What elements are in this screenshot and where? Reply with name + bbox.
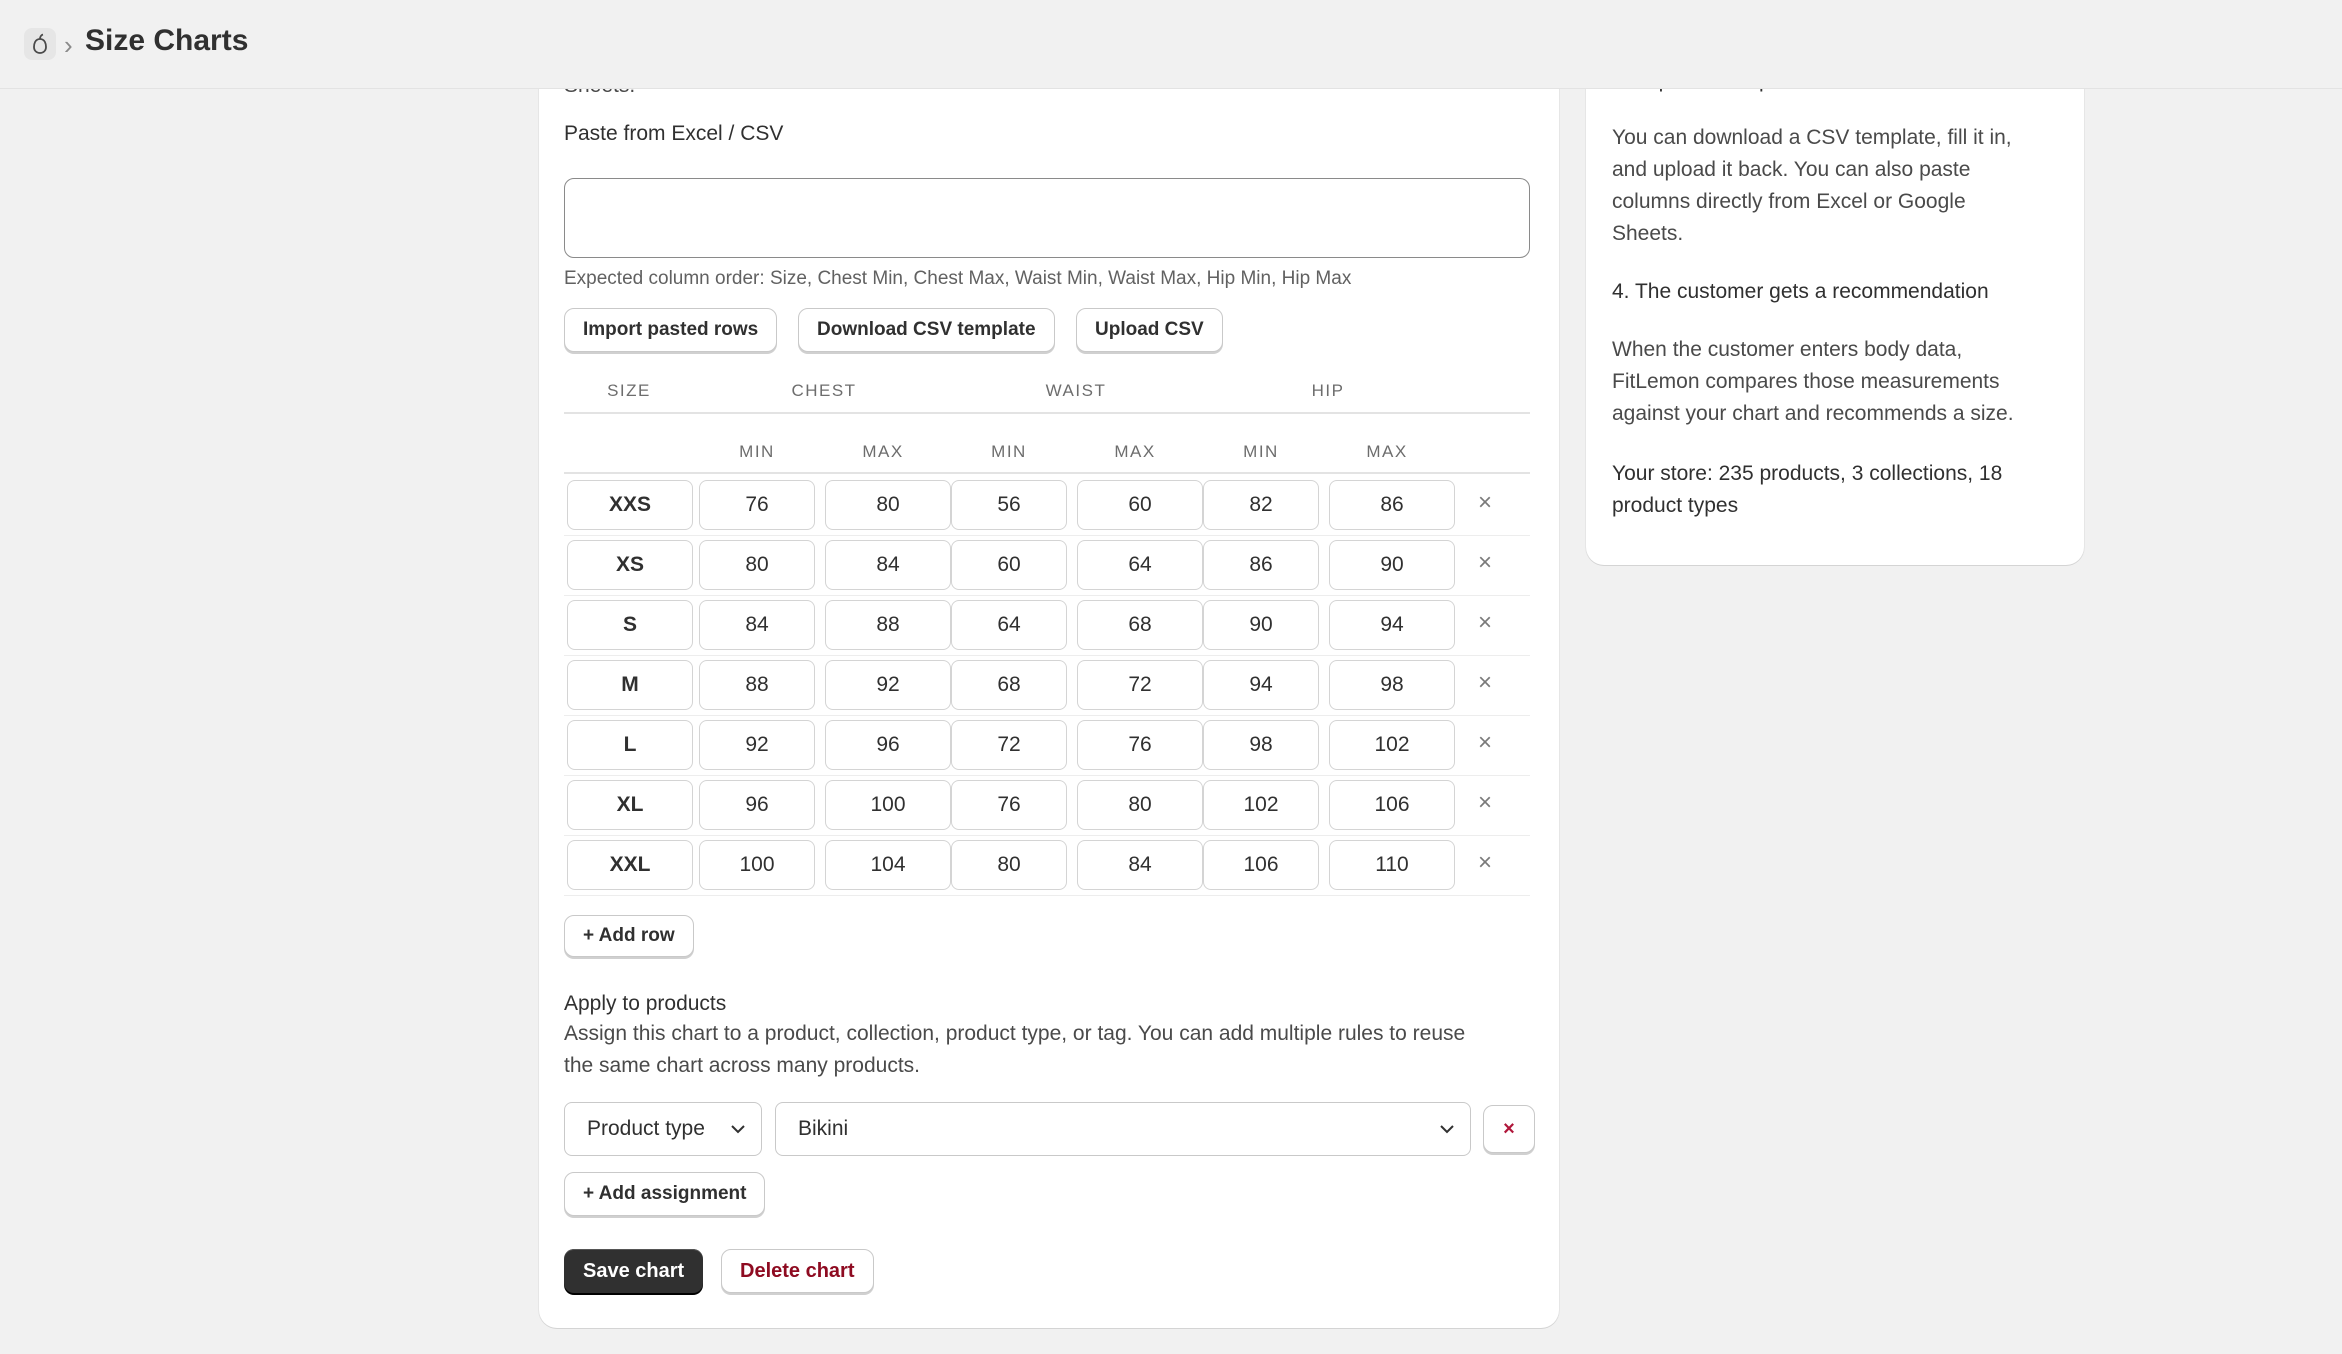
rule-type-value: Product type bbox=[587, 1117, 705, 1140]
sub-header-hip-min: MIN bbox=[1243, 442, 1279, 461]
row-divider bbox=[564, 895, 1530, 896]
size-cell[interactable]: XXL bbox=[567, 840, 693, 890]
chest-min-input[interactable]: 76 bbox=[699, 480, 815, 530]
size-chart-editor-card bbox=[539, 68, 1559, 1328]
step4-title: 4. The customer gets a recommendation bbox=[1612, 280, 1989, 303]
rule-value-select[interactable] bbox=[775, 1102, 1471, 1156]
size-cell[interactable]: XS bbox=[567, 540, 693, 590]
rule-type-select[interactable] bbox=[564, 1102, 762, 1156]
chest-min-input[interactable]: 100 bbox=[699, 840, 815, 890]
sub-header-chest-max: MAX bbox=[862, 442, 904, 461]
waist-min-input[interactable]: 72 bbox=[951, 720, 1067, 770]
waist-min-input[interactable]: 60 bbox=[951, 540, 1067, 590]
breadcrumb-separator: › bbox=[64, 30, 73, 60]
waist-min-input[interactable]: 64 bbox=[951, 600, 1067, 650]
remove-row-icon[interactable]: × bbox=[1477, 849, 1492, 876]
remove-assignment-button[interactable] bbox=[1483, 1105, 1535, 1153]
size-cell[interactable]: XL bbox=[567, 780, 693, 830]
waist-min-input[interactable]: 68 bbox=[951, 660, 1067, 710]
apply-description-line1: Assign this chart to a product, collection, product type, or tag. You can add multiple rules to reuse bbox=[564, 1022, 1466, 1045]
step3-text: You can download a CSV template, fill it in, and upload it back. You can also paste columns directly from Excel or Google Sheets. bbox=[1612, 126, 2012, 245]
size-cell[interactable]: S bbox=[567, 600, 693, 650]
chevron-down-icon bbox=[1438, 1120, 1456, 1138]
remove-row-icon[interactable]: × bbox=[1477, 669, 1492, 696]
add-row-button[interactable]: + Add row bbox=[564, 915, 694, 957]
hip-min-input[interactable]: 86 bbox=[1203, 540, 1319, 590]
chest-min-input[interactable]: 88 bbox=[699, 660, 815, 710]
column-header-chest: CHEST bbox=[791, 381, 857, 400]
table-header-divider bbox=[564, 412, 1530, 414]
hip-max-input[interactable]: 110 bbox=[1329, 840, 1455, 890]
apply-description-line2: the same chart across many products. bbox=[564, 1054, 920, 1077]
top-bar bbox=[0, 0, 2342, 89]
row-divider bbox=[564, 715, 1530, 716]
chest-min-input[interactable]: 92 bbox=[699, 720, 815, 770]
sub-header-waist-max: MAX bbox=[1114, 442, 1156, 461]
upload-csv-button[interactable]: Upload CSV bbox=[1076, 308, 1223, 352]
waist-max-input[interactable]: 84 bbox=[1077, 840, 1203, 890]
column-order-hint: Expected column order: Size, Chest Min, Chest Max, Waist Min, Waist Max, Hip Min, Hip Max bbox=[564, 268, 1352, 289]
remove-row-icon[interactable]: × bbox=[1477, 609, 1492, 636]
remove-row-icon[interactable]: × bbox=[1477, 489, 1492, 516]
download-csv-template-button[interactable]: Download CSV template bbox=[798, 308, 1055, 352]
page-content bbox=[0, 88, 2342, 1354]
sub-header-hip-max: MAX bbox=[1366, 442, 1408, 461]
waist-max-input[interactable]: 72 bbox=[1077, 660, 1203, 710]
row-divider bbox=[564, 535, 1530, 536]
add-assignment-button[interactable]: + Add assignment bbox=[564, 1172, 765, 1216]
help-card bbox=[1586, 68, 2084, 565]
hip-max-input[interactable]: 106 bbox=[1329, 780, 1455, 830]
column-header-waist: WAIST bbox=[1045, 381, 1107, 400]
save-chart-button[interactable]: Save chart bbox=[564, 1249, 703, 1293]
lemon-icon[interactable] bbox=[24, 28, 56, 60]
hip-min-input[interactable]: 90 bbox=[1203, 600, 1319, 650]
chest-max-input[interactable]: 100 bbox=[825, 780, 951, 830]
row-divider bbox=[564, 775, 1530, 776]
chest-min-input[interactable]: 80 bbox=[699, 540, 815, 590]
hip-max-input[interactable]: 102 bbox=[1329, 720, 1455, 770]
waist-max-input[interactable]: 68 bbox=[1077, 600, 1203, 650]
sub-header-waist-min: MIN bbox=[991, 442, 1027, 461]
hip-min-input[interactable]: 82 bbox=[1203, 480, 1319, 530]
remove-row-icon[interactable]: × bbox=[1477, 729, 1492, 756]
rule-value: Bikini bbox=[798, 1117, 849, 1140]
chest-max-input[interactable]: 104 bbox=[825, 840, 951, 890]
waist-min-input[interactable]: 56 bbox=[951, 480, 1067, 530]
store-summary: Your store: 235 products, 3 collections, 18 product types bbox=[1612, 462, 2003, 517]
row-divider bbox=[564, 595, 1530, 596]
size-cell[interactable]: L bbox=[567, 720, 693, 770]
chest-max-input[interactable]: 96 bbox=[825, 720, 951, 770]
chest-max-input[interactable]: 88 bbox=[825, 600, 951, 650]
remove-row-icon[interactable]: × bbox=[1477, 789, 1492, 816]
import-pasted-rows-button[interactable]: Import pasted rows bbox=[564, 308, 777, 352]
hip-max-input[interactable]: 90 bbox=[1329, 540, 1455, 590]
size-cell[interactable]: XXS bbox=[567, 480, 693, 530]
chevron-down-icon bbox=[729, 1120, 747, 1138]
row-divider bbox=[564, 655, 1530, 656]
column-header-hip: HIP bbox=[1311, 381, 1345, 400]
hip-max-input[interactable]: 86 bbox=[1329, 480, 1455, 530]
column-header-size: SIZE bbox=[607, 381, 651, 400]
table-subheader-divider bbox=[564, 472, 1530, 474]
step4-text: When the customer enters body data, FitLemon compares those measurements against your chart and recommends a size. bbox=[1612, 338, 2014, 425]
page-title: Size Charts bbox=[85, 24, 249, 57]
waist-min-input[interactable]: 76 bbox=[951, 780, 1067, 830]
waist-max-input[interactable]: 60 bbox=[1077, 480, 1203, 530]
remove-row-icon[interactable]: × bbox=[1477, 549, 1492, 576]
hip-min-input[interactable]: 94 bbox=[1203, 660, 1319, 710]
paste-csv-textarea[interactable] bbox=[564, 178, 1530, 258]
hip-min-input[interactable]: 102 bbox=[1203, 780, 1319, 830]
chest-min-input[interactable]: 96 bbox=[699, 780, 815, 830]
hip-min-input[interactable]: 98 bbox=[1203, 720, 1319, 770]
waist-min-input[interactable]: 80 bbox=[951, 840, 1067, 890]
close-icon: × bbox=[1503, 1117, 1515, 1140]
chest-min-input[interactable]: 84 bbox=[699, 600, 815, 650]
waist-max-input[interactable]: 64 bbox=[1077, 540, 1203, 590]
chest-max-input[interactable]: 84 bbox=[825, 540, 951, 590]
hip-min-input[interactable]: 106 bbox=[1203, 840, 1319, 890]
paste-label: Paste from Excel / CSV bbox=[564, 122, 784, 145]
size-cell[interactable]: M bbox=[567, 660, 693, 710]
hip-max-input[interactable]: 98 bbox=[1329, 660, 1455, 710]
delete-chart-button[interactable]: Delete chart bbox=[721, 1249, 874, 1293]
waist-max-input[interactable]: 80 bbox=[1077, 780, 1203, 830]
chest-max-input[interactable]: 80 bbox=[825, 480, 951, 530]
sub-header-chest-min: MIN bbox=[739, 442, 775, 461]
waist-max-input[interactable]: 76 bbox=[1077, 720, 1203, 770]
chest-max-input[interactable]: 92 bbox=[825, 660, 951, 710]
row-divider bbox=[564, 835, 1530, 836]
hip-max-input[interactable]: 94 bbox=[1329, 600, 1455, 650]
apply-section-title: Apply to products bbox=[564, 992, 727, 1015]
